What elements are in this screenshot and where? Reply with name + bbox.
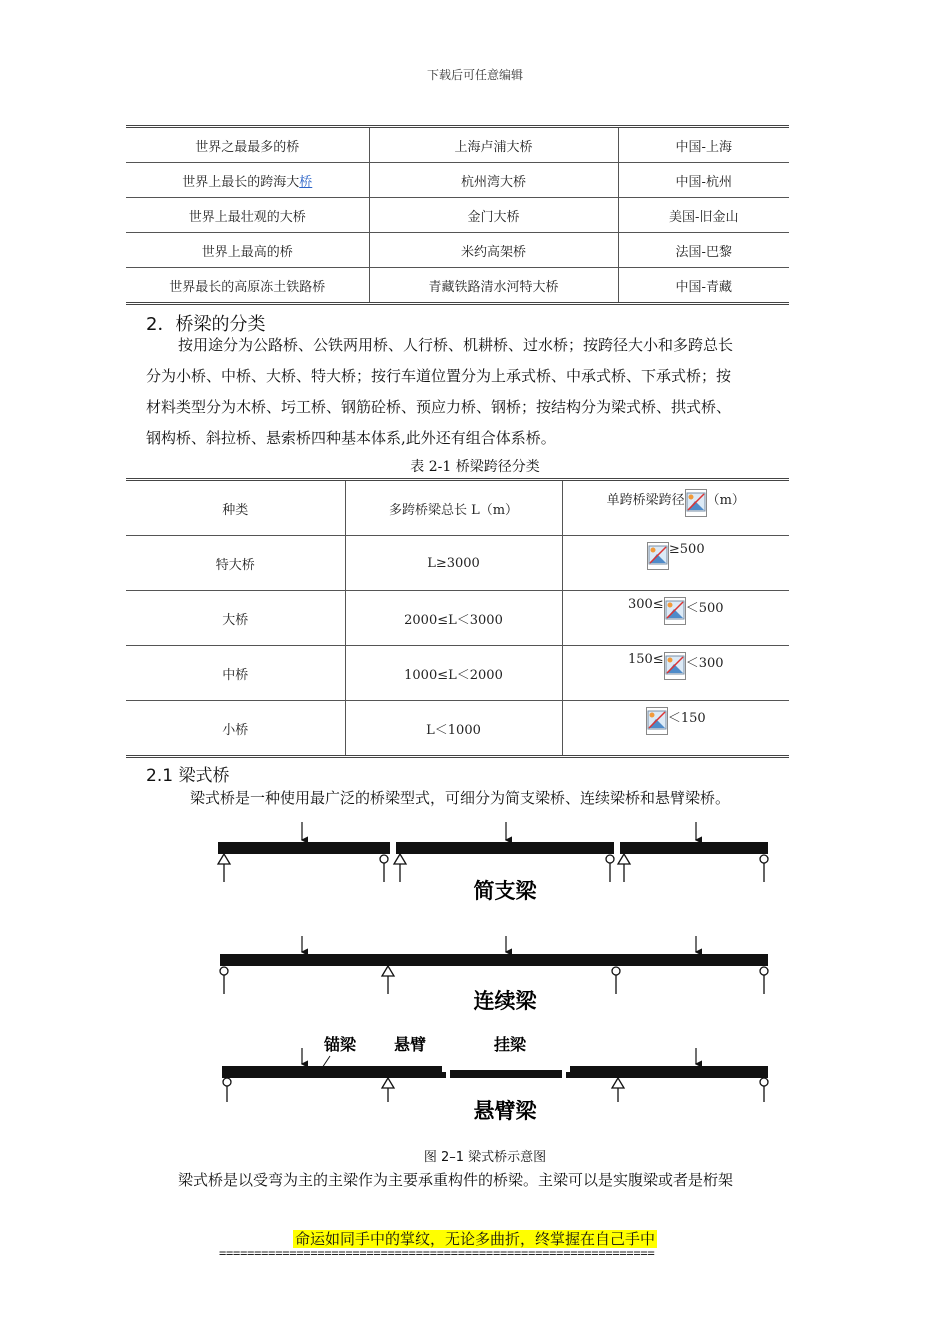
table-row <box>126 536 789 591</box>
table-cell <box>562 536 789 591</box>
simple-beam-label: 简支梁 <box>473 879 537 903</box>
table-cell: 青藏铁路清水河特大桥 <box>369 268 618 304</box>
footer-rule: ============================================================== <box>219 1246 655 1260</box>
figure-caption: 图 2–1 梁式桥示意图 <box>423 1150 547 1165</box>
table-row <box>126 198 789 233</box>
subsection-title: 2.1 梁式桥 <box>146 766 230 786</box>
closing-paragraph: 梁式桥是以受弯为主的主梁作为主要承重构件的桥梁。主梁可以是实腹梁或者是桁架 <box>178 1171 734 1189</box>
header-note: 下载后可任意编辑 <box>426 68 523 82</box>
section-title: 2．桥梁的分类 <box>146 314 266 335</box>
table-row <box>126 701 789 757</box>
table-cell: 世界上最高的桥 <box>126 233 369 268</box>
table-row <box>126 127 789 163</box>
table-cell: L＜1000 <box>345 701 562 757</box>
header-cell: 多跨桥梁总长 L（m） <box>345 480 562 536</box>
span-classification-table <box>126 478 789 758</box>
span-prefix: 150≤ <box>627 652 664 667</box>
header-text: 单跨桥梁跨径 <box>606 493 685 508</box>
table-cell: 世界最长的高原冻土铁路桥 <box>126 268 369 304</box>
cantilever-beam-label: 悬臂梁 <box>473 1099 537 1123</box>
table-cell <box>562 646 789 701</box>
bridge-records-table <box>126 125 789 305</box>
table-cell: 中国-杭州 <box>618 163 789 198</box>
table-caption: 表 2-1 桥梁跨径分类 <box>410 459 540 475</box>
broken-image-icon <box>647 542 669 570</box>
span-suffix: ≥500 <box>668 542 705 557</box>
table-cell: 法国-巴黎 <box>618 233 789 268</box>
table-row <box>126 646 789 701</box>
table-cell: 中国-青藏 <box>618 268 789 304</box>
table-cell <box>126 163 369 198</box>
table-cell: 米约高架桥 <box>369 233 618 268</box>
simple-beam <box>218 822 768 903</box>
paragraph-line: 钢构桥、斜拉桥、悬索桥四种基本体系,此外还有组合体系桥。 <box>146 429 556 447</box>
span-prefix: 300≤ <box>627 597 664 612</box>
continuous-beam-label: 连续梁 <box>473 989 537 1013</box>
header-cell: 种类 <box>222 502 249 518</box>
classification-paragraph <box>146 330 816 454</box>
span-suffix: ＜500 <box>685 601 724 616</box>
table-cell: 上海卢浦大桥 <box>369 127 618 163</box>
table-header-row <box>126 480 789 536</box>
table-cell: 2000≤L＜3000 <box>345 591 562 646</box>
cantilever-beam <box>222 1035 768 1123</box>
table-cell: 世界之最最多的桥 <box>195 139 300 155</box>
beam-bridge-intro: 梁式桥是一种使用最广泛的桥梁型式，可细分为简支梁桥、连续梁桥和悬臂梁桥。 <box>190 789 731 807</box>
table-cell <box>562 701 789 757</box>
table-cell: 特大桥 <box>126 536 345 591</box>
header-cell <box>562 480 789 536</box>
table-cell: L≥3000 <box>345 536 562 591</box>
paragraph-line: 材料类型分为木桥、圬工桥、钢筋砼桥、预应力桥、钢桥；按结构分为梁式桥、拱式桥、 <box>146 398 732 416</box>
bridge-link[interactable]: 桥 <box>299 174 313 190</box>
broken-image-icon <box>685 489 707 517</box>
table-cell <box>562 591 789 646</box>
table-cell: 美国-旧金山 <box>618 198 789 233</box>
table-cell: 杭州湾大桥 <box>369 163 618 198</box>
anchor-beam-label: 锚梁 <box>323 1035 357 1054</box>
table-cell: 小桥 <box>126 701 345 757</box>
broken-image-icon <box>646 707 668 735</box>
cantilever-arm-label: 悬臂 <box>393 1035 427 1054</box>
hanging-beam-label: 挂梁 <box>493 1035 527 1054</box>
broken-image-icon <box>664 652 686 680</box>
table-cell: 中桥 <box>126 646 345 701</box>
cell-text: 世界上最长的跨海大 <box>182 174 300 190</box>
table-cell: 金门大桥 <box>369 198 618 233</box>
table-row <box>126 591 789 646</box>
table-cell: 大桥 <box>126 591 345 646</box>
continuous-beam <box>220 936 768 1013</box>
span-suffix: ＜300 <box>685 656 724 671</box>
table-cell: 中国-上海 <box>618 127 789 163</box>
broken-image-icon <box>664 597 686 625</box>
paragraph-line: 分为小桥、中桥、大桥、特大桥；按行车道位置分为上承式桥、中承式桥、下承式桥；按 <box>146 367 732 385</box>
table-cell: 世界上最壮观的大桥 <box>126 198 369 233</box>
table-row <box>126 163 789 198</box>
paragraph-line: 按用途分为公路桥、公铁两用桥、人行桥、机耕桥、过水桥；按跨径大小和多跨总长 <box>178 336 734 354</box>
beam-bridge-diagram <box>210 818 780 1128</box>
table-cell: 1000≤L＜2000 <box>345 646 562 701</box>
table-row <box>126 233 789 268</box>
table-row <box>126 268 789 304</box>
motto-text: 命运如同手中的掌纹，无论多曲折，终掌握在自己手中 <box>294 1230 655 1248</box>
header-unit: （m） <box>706 493 745 508</box>
span-suffix: ＜150 <box>667 711 706 726</box>
